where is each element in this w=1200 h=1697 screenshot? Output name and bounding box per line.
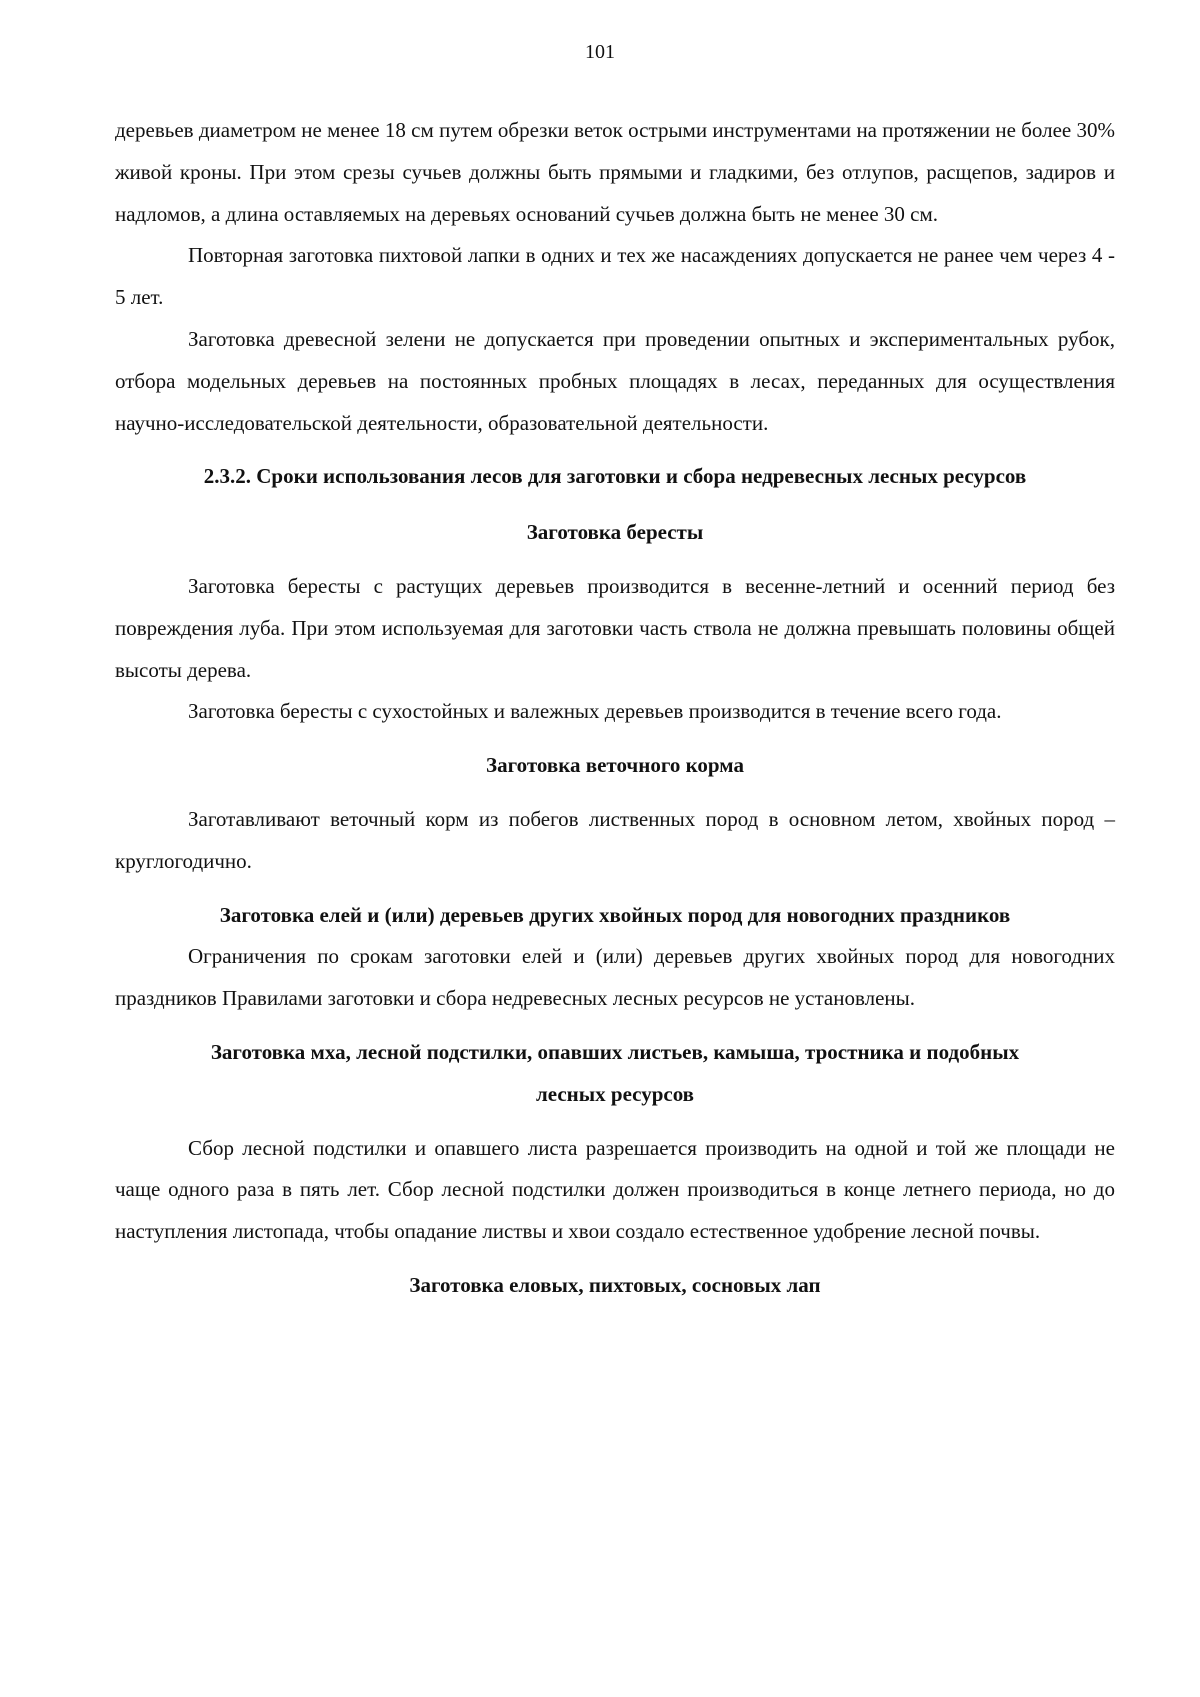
paragraph: Ограничения по срокам заготовки елей и (или) деревьев других хвойных пород для новогодних праздников Правилами заготовки и сбора недревесных лесных ресурсов не установлены. — [115, 944, 1115, 1011]
paragraph: Заготовка древесной зелени не допускается при проведении опытных и экспериментальных рубок, отбора модельных деревьев на постоянных пробных площадях в лесах, переданных для осуществления научно-исследовательской деятельности, образовательной деятельности. — [115, 326, 1115, 435]
subsection-title-birch-bark: Заготовка бересты — [526, 520, 704, 545]
page-number: 101 — [585, 41, 615, 63]
subsection-title-branch-feed: Заготовка веточного корма — [486, 753, 744, 778]
paragraph: Заготовка бересты с растущих деревьев производится в весенне-летний и осенний период без повреждения луба. При этом используемая для заготовки часть ствола не должна превышать половины общей высоты дерева. — [115, 573, 1115, 682]
paragraph: Повторная заготовка пихтовой лапки в одних и тех же насаждениях допускается не ранее чем через 4 - 5 лет. — [115, 243, 1115, 310]
paragraph: Заготавливают веточный корм из побегов лиственных пород в основном летом, хвойных пород – круглогодично. — [115, 806, 1115, 873]
paragraph: Заготовка бересты с сухостойных и валежных деревьев производится в течение всего года. — [188, 699, 1002, 724]
section-title: 2.3.2. Сроки использования лесов для заготовки и сбора недревесных лесных ресурсов — [203, 464, 1027, 489]
subsection-title-moss-litter: Заготовка мха, лесной подстилки, опавших листьев, камыша, тростника и подобных лесных ресурсов — [210, 1039, 1020, 1106]
paragraph: Сбор лесной подстилки и опавшего листа разрешается производить на одной и той же площади не чаще одного раза в пять лет. Сбор лесной подстилки должен производиться в конце летнего периода, но до наступления листопада, чтобы опадание листвы и хвои создало естественное удобрение лесной почвы. — [115, 1135, 1115, 1244]
paragraph: деревьев диаметром не менее 18 см путем обрезки веток острыми инструментами на протяжении не более 30% живой кроны. При этом срезы сучьев должны быть прямыми и гладкими, без отлупов, расщепов, задиров и надломов, а длина оставляемых на деревьях оснований сучьев должна быть не менее 30 см. — [115, 118, 1115, 226]
page-content — [115, 110, 1115, 1307]
subsection-title-conifer-paws: Заготовка еловых, пихтовых, сосновых лап — [409, 1272, 821, 1297]
subsection-title-new-year-trees: Заготовка елей и (или) деревьев других хвойных пород для новогодних праздников — [219, 902, 1011, 927]
